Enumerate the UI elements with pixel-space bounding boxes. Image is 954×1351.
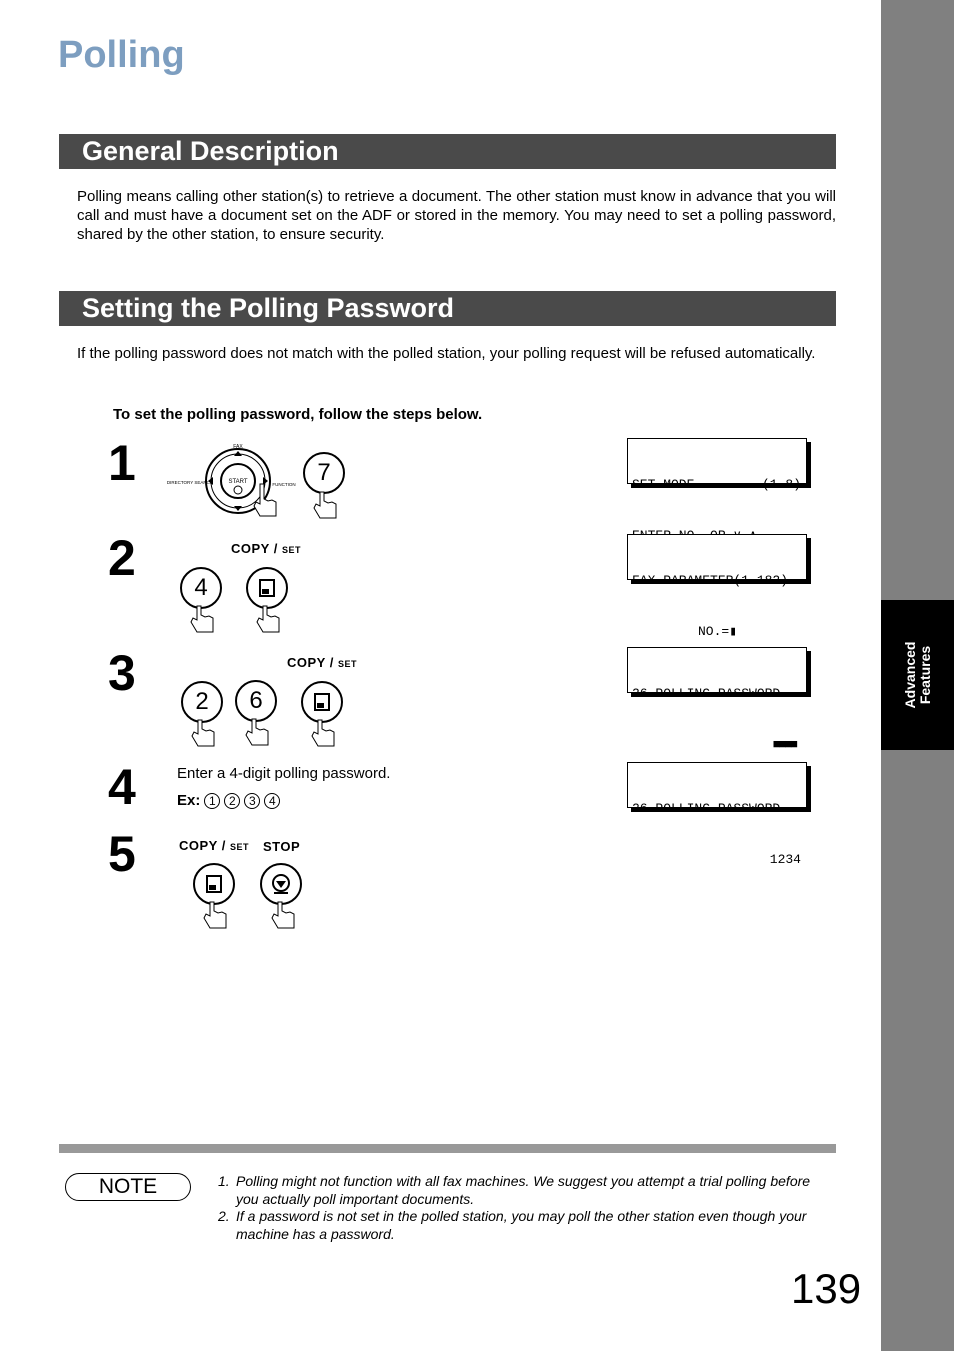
page-number: 139 bbox=[791, 1265, 862, 1312]
section-heading-general: General Description bbox=[59, 134, 836, 169]
lcd-display-step-1: SET MODE (1-8) bbox=[627, 438, 807, 484]
step-number-2: 2 bbox=[108, 530, 136, 586]
document-icon bbox=[205, 874, 223, 894]
pointing-finger-icon bbox=[242, 717, 272, 747]
chapter-tab[interactable] bbox=[881, 600, 954, 750]
general-description-text: Polling means calling other station(s) to retrieve a document. The other station must know in advance that you will call and must have a document set on the ADF or stored in the memory. You may need to set a polling password, shared by the other station, to ensure security. bbox=[77, 188, 836, 243]
step-4-text: Enter a 4-digit polling password. bbox=[177, 765, 391, 782]
example-digits: Ex: 1 2 3 4 bbox=[177, 792, 280, 809]
note-list bbox=[218, 1173, 836, 1243]
pointing-finger-icon bbox=[188, 718, 218, 748]
example-digit: 3 bbox=[244, 793, 260, 809]
note-badge: NOTE bbox=[65, 1173, 191, 1201]
pointing-finger-icon bbox=[200, 900, 230, 930]
chapter-tab-label: Advanced Features bbox=[901, 641, 933, 709]
step-number-5: 5 bbox=[108, 826, 136, 882]
note-item: 2. If a password is not set in the polled station, you may poll the other station even though your machine has a password. bbox=[218, 1208, 807, 1242]
example-digit: 4 bbox=[264, 793, 280, 809]
step-number-1: 1 bbox=[108, 435, 136, 491]
lcd-display-step-3: 26 POLLING PASSWORD ■■■■ bbox=[627, 647, 807, 693]
password-description-text: If the polling password does not match with the polled station, your polling request will be refused automatically. bbox=[77, 345, 816, 362]
section-heading-password: Setting the Polling Password bbox=[59, 291, 836, 326]
pointing-finger-icon bbox=[308, 718, 338, 748]
function-key-label: FUNCTION bbox=[272, 482, 296, 487]
fax-key-label: FAX bbox=[233, 444, 243, 450]
example-digit: 1 bbox=[204, 793, 220, 809]
copy-set-key-label: COPY / SET bbox=[179, 838, 249, 853]
page-title: Polling bbox=[58, 34, 185, 76]
lcd-display-step-4: 26 POLLING PASSWORD 1234 bbox=[627, 762, 807, 808]
digit-key-4[interactable]: 4 bbox=[180, 567, 222, 609]
stop-key-button[interactable] bbox=[260, 863, 302, 905]
document-icon bbox=[313, 692, 331, 712]
pointing-finger-icon bbox=[310, 490, 340, 520]
stop-key-label: STOP bbox=[263, 839, 301, 854]
digit-key-6[interactable]: 6 bbox=[235, 680, 277, 722]
pointing-finger-icon bbox=[268, 900, 298, 930]
copy-set-key-label: COPY / SET bbox=[231, 541, 301, 556]
set-key-button[interactable] bbox=[301, 681, 343, 723]
digit-key-2[interactable]: 2 bbox=[181, 681, 223, 723]
pointing-finger-icon bbox=[253, 604, 283, 634]
set-key-button[interactable] bbox=[246, 567, 288, 609]
example-digit: 2 bbox=[224, 793, 240, 809]
divider bbox=[59, 1144, 836, 1153]
steps-instruction: To set the polling password, follow the steps below. bbox=[113, 406, 483, 423]
pointing-finger-icon bbox=[187, 604, 217, 634]
document-icon bbox=[258, 578, 276, 598]
directory-search-label: DIRECTORY SEARCH bbox=[166, 480, 214, 485]
set-key-button[interactable] bbox=[193, 863, 235, 905]
note-item: 1. Polling might not function with all fax machines. We suggest you attempt a trial polling before you actually poll important documents. bbox=[218, 1173, 811, 1207]
start-key-label: START bbox=[228, 479, 248, 485]
copy-set-key-label: COPY / SET bbox=[287, 655, 357, 670]
stop-icon bbox=[270, 873, 292, 895]
digit-key-7[interactable]: 7 bbox=[303, 452, 345, 494]
step-number-3: 3 bbox=[108, 645, 136, 701]
lcd-display-step-2: FAX PARAMETER(1-182) NO.=▮ bbox=[627, 534, 807, 580]
navigation-dial-icon[interactable] bbox=[166, 444, 304, 520]
step-number-4: 4 bbox=[108, 759, 136, 815]
